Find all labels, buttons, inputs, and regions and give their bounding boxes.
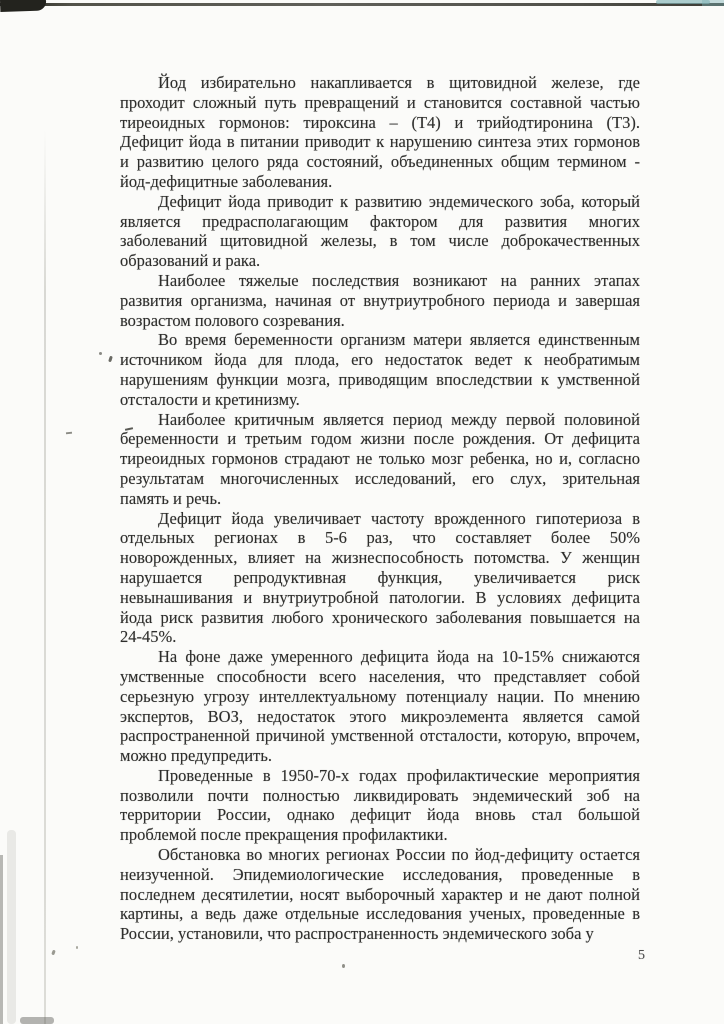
text-line: серьезную угрозу интеллектуальному потенциалу нации. По мнению	[120, 686, 640, 706]
scan-color-streak	[702, 0, 724, 6]
paragraph	[120, 330, 640, 409]
text-line: нарушается репродуктивная функция, увеличивается риск	[120, 567, 640, 587]
text-line: экспертов, ВОЗ, недостаток этого микроэлемента является самой	[120, 706, 640, 726]
text-line: является предрасполагающим фактором для развития многих	[120, 211, 640, 231]
scan-speck	[342, 964, 345, 968]
text-line: йод-дефицитные заболевания.	[120, 171, 333, 191]
scan-speck	[108, 356, 113, 363]
text-line: образований и рака.	[120, 251, 261, 271]
paragraph	[120, 271, 640, 330]
text-line: картины, а ведь даже отдельные исследования ученых, проведенные в	[120, 904, 640, 924]
text-line: результатам многочисленных исследований, его слух, зрительная	[120, 468, 640, 488]
scan-top-edge-line	[0, 3, 724, 6]
scan-left-edge-shadow	[7, 830, 16, 1024]
text-line: тиреоидных гормонов: тироксина – (Т4) и трийодтиронина (Т3).	[120, 112, 640, 132]
scan-corner-mark	[0, 0, 46, 12]
text-line: память и речь.	[120, 488, 222, 508]
paragraph	[120, 766, 640, 845]
text-line: Дефицит йода в питании приводит к нарушению синтеза этих гормонов	[120, 132, 640, 152]
scan-speck	[76, 946, 78, 949]
paragraph	[120, 647, 640, 766]
text-line: Проведенные в 1950-70-х годах профилактические мероприятия	[158, 765, 640, 785]
scan-bottom-left-smudge	[20, 1017, 54, 1024]
page-number: 5	[638, 948, 645, 963]
scan-left-edge-dark	[0, 855, 3, 1024]
paragraph	[120, 73, 640, 192]
text-line: территории России, однако дефицит йода вновь стал большой	[120, 805, 640, 825]
scan-paper-fold-line	[44, 130, 46, 1024]
text-line: 24-45%.	[120, 627, 177, 647]
text-line: Обстановка во многих регионах России по йод-дефициту остается	[158, 845, 640, 865]
text-line: проблемой после прекращения профилактики.	[120, 825, 448, 845]
text-line: источником йода для плода, его недостаток ведет к необратимым	[120, 350, 640, 370]
text-line: беременности и третьим годом жизни после рождения. От дефицита	[120, 429, 640, 449]
paragraph	[120, 845, 640, 944]
text-line: развития организма, начиная от внутриутробного периода и завершая	[120, 290, 640, 310]
text-line: На фоне даже умеренного дефицита йода на 10-15% снижаются	[158, 647, 640, 667]
text-line: России, установили, что распространенность эндемического зоба у	[120, 924, 594, 944]
text-line: Во время беременности организм матери является единственным	[158, 330, 640, 350]
text-line: неизученной. Эпидемиологические исследования, проведенные в	[120, 864, 640, 884]
text-line: умственные способности всего населения, что представляет собой	[120, 666, 640, 686]
scan-speck	[66, 432, 72, 435]
text-line: отсталости и кретинизму.	[120, 389, 300, 409]
text-line: Наиболее критичным является период между первой половиной	[158, 409, 640, 429]
text-line: Наиболее тяжелые последствия возникают на ранних этапах	[158, 270, 640, 290]
text-line: Йод избирательно накапливается в щитовидной железе, где	[158, 73, 640, 92]
text-line: проходит сложный путь превращений и становится составной частью	[120, 92, 640, 112]
paragraph	[120, 192, 640, 271]
scan-speck	[99, 352, 102, 355]
text-line: Дефицит йода приводит к развитию эндемического зоба, который	[158, 191, 640, 211]
text-line: заболеваний щитовидной железы, в том числе доброкачественных	[120, 231, 640, 251]
document-body-text	[120, 73, 640, 944]
text-line: последнем десятилетии, носят выборочный характер и не дают полной	[120, 884, 640, 904]
text-line: Дефицит йода увеличивает частоту врожденного гипотериоза в	[158, 508, 640, 528]
text-line: новорожденных, влияет на жизнеспособность потомства. У женщин	[120, 548, 640, 568]
text-line: и развитию целого ряда состояний, объединенных общим термином -	[120, 152, 640, 172]
text-line: позволили почти полностью ликвидировать эндемический зоб на	[120, 785, 640, 805]
paragraph	[120, 410, 640, 509]
text-line: невынашивания и внутриутробной патологии. В условиях дефицита	[120, 587, 640, 607]
paragraph	[120, 509, 640, 648]
scan-speck	[51, 950, 56, 956]
text-line: тиреоидных гормонов страдают не только мозг ребенка, но и, согласно	[120, 449, 640, 469]
text-line: распространенной причиной умственной отсталости, которую, впрочем,	[120, 726, 640, 746]
text-line: йода риск развития любого хронического заболевания повышается на	[120, 607, 640, 627]
text-line: нарушениям функции мозга, приводящим впоследствии к умственной	[120, 369, 640, 389]
text-line: можно предупредить.	[120, 746, 272, 766]
text-line: возрастом полового созревания.	[120, 310, 345, 330]
text-line: отдельных регионах в 5-6 раз, что составляет более 50%	[120, 528, 640, 548]
